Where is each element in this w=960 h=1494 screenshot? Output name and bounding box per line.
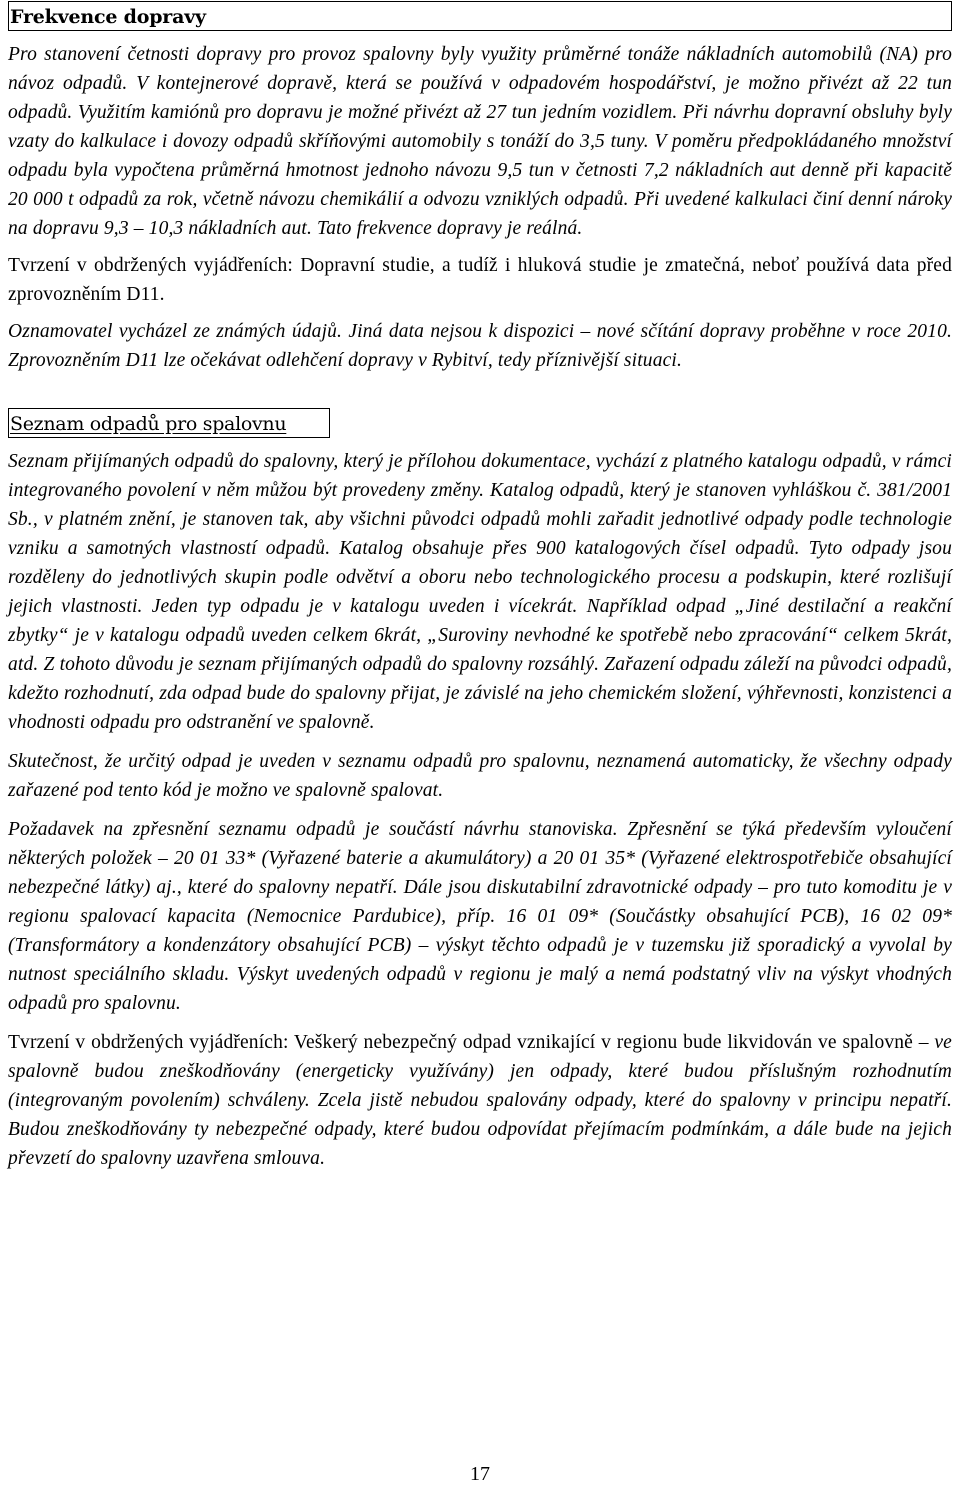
sentence-traffic-box-trucks: Při návrhu dopravní obsluhy byly vzaty do kalkulace i dovozy odpadů skříňovými automobily s tonáží do 3,5 tuny. bbox=[8, 102, 952, 152]
sentence-traffic-tonnage: Pro stanovení četnosti dopravy pro provoz spalovny byly využity průměrné tonáže nákladních automobilů (NA) pro návoz odpadů. V kontejnerové dopravě, která se používá v odpadovém hospodářství, je možno přivézt až 22 tun odpadů. Využitím kamiónů pro dopravu je možné přivézt až 27 tun jedním vozidlem. bbox=[8, 44, 952, 123]
section-heading-waste-list bbox=[8, 408, 330, 438]
claim-hazardous-waste-text: Tvrzení v obdržených vyjádřeních: Veškerý nebezpečný odpad vznikající v regionu bude likvidován ve spalovně – bbox=[8, 1032, 935, 1053]
paragraph-waste-list-refinement: Požadavek na zpřesnění seznamu odpadů je součástí návrhu stanoviska. Zpřesnění se týká především vyloučení některých položek – 20 01 33* (Vyřazené baterie a akumulátory) a 20 01 35* (Vyřazené elektrospotřebiče obsahující nebezpečné látky) aj., které do spalovny nepatří. Dále jsou diskutabilní zdravotnické odpady – pro tuto komoditu je v regionu spalovací kapacita (Nemocnice Pardubice), příp. 16 01 09* (Součástky obsahující PCB), 16 02 09* (Transformátory a kondenzátory obsahující PCB) – výskyt těchto odpadů je v tuzemsku již sporadický a vyvolal by nutnost speciálního skladu. Výskyt uvedených odpadů v regionu je malý a nemá podstatný vliv na výskyt vhodných odpadů pro spalovnu. bbox=[8, 819, 952, 1014]
section-heading-waste-list-text: Seznam odpadů pro spalovnu bbox=[10, 413, 287, 435]
paragraph-claim-hazardous-waste bbox=[8, 1028, 952, 1173]
sentence-traffic-daily-trucks: V poměru předpokládaného množství odpadu byla vypočtena průměrná hmotnost jednoho návozu 9,5 tun v četnosti 7,2 nákladních aut denně při kapacitě 20 000 t odpadů za rok, včetně návozu chemikálií a odvozu vzniklých odpadů. Při uvedené kalkulaci činí denní nároky na dopravu 9,3 – 10,3 nákladních aut. Tato frekvence dopravy je reálná. bbox=[8, 131, 952, 239]
document-page bbox=[8, 0, 952, 1173]
paragraph-response-traffic-study: Oznamovatel vycházel ze známých údajů. Jiná data nejsou k dispozici – nové sčítání dopravy proběhne v roce 2010. Zprovozněním D11 lze očekávat odlehčení dopravy v Rybitví, tedy příznivější situaci. bbox=[8, 321, 952, 371]
response-hazardous-waste-text: ve spalovně budou zneškodňovány (energeticky využívány) jen odpady, které budou příslušným rozhodnutím (integrovaným povolením) schváleny. Zcela jistě nebudou spalovány odpady, které do spalovny v principu nepatří. Budou zneškodňovány ty nebezpečné odpady, které budou odpovídat přejímacím podmínkám, a dále bude na jejich převzetí do spalovny uzavřena smlouva. bbox=[8, 1032, 952, 1169]
paragraph-waste-code-meaning: Skutečnost, že určitý odpad je uveden v seznamu odpadů pro spalovnu, neznamená automaticky, že všechny odpady zařazené pod tento kód je možno ve spalovně spalovat. bbox=[8, 751, 952, 801]
paragraph-traffic-calculation bbox=[8, 40, 952, 243]
paragraph-waste-catalog: Seznam přijímaných odpadů do spalovny, který je přílohou dokumentace, vychází z platného katalogu odpadů, v rámci integrovaného povolení v něm můžou být provedeny změny. Katalog odpadů, který je stanoven vyhláškou č. 381/2001 Sb., v platném znění, je stanoven tak, aby všichni původci odpadů mohli zařadit jednotlivé odpady podle technologie vzniku a samotných vlastností odpadů. Katalog obsahuje přes 900 katalogových čísel odpadů. Tyto odpady jsou rozděleny do jednotlivých skupin podle odvětví a oboru nebo technologického procesu a podskupin, které rozlišují jejich vlastnosti. Jeden typ odpadu je v katalogu uveden i vícekrát. Například odpad „Jiné destilační a reakční zbytky“ je v katalogu odpadů uveden celkem 6krát, „Suroviny nevhodné ke spotřebě nebo zpracování“ celkem 5krát, atd. Z tohoto důvodu je seznam přijímaných odpadů do spalovny rozsáhlý. Zařazení odpadu záleží na původci odpadů, kdežto rozhodnutí, zda odpad bude do spalovny přijat, je závislé na jeho chemickém složení, výhřevnosti, konzistenci a vhodnosti odpadu pro odstranění ve spalovně. bbox=[8, 451, 952, 733]
page-number: 17 bbox=[470, 1463, 490, 1485]
section-heading-traffic-frequency: Frekvence dopravy bbox=[8, 1, 952, 31]
paragraph-claim-traffic-study: Tvrzení v obdržených vyjádřeních: Dopravní studie, a tudíž i hluková studie je zmatečná, neboť používá data před zprovozněním D11. bbox=[8, 255, 952, 305]
